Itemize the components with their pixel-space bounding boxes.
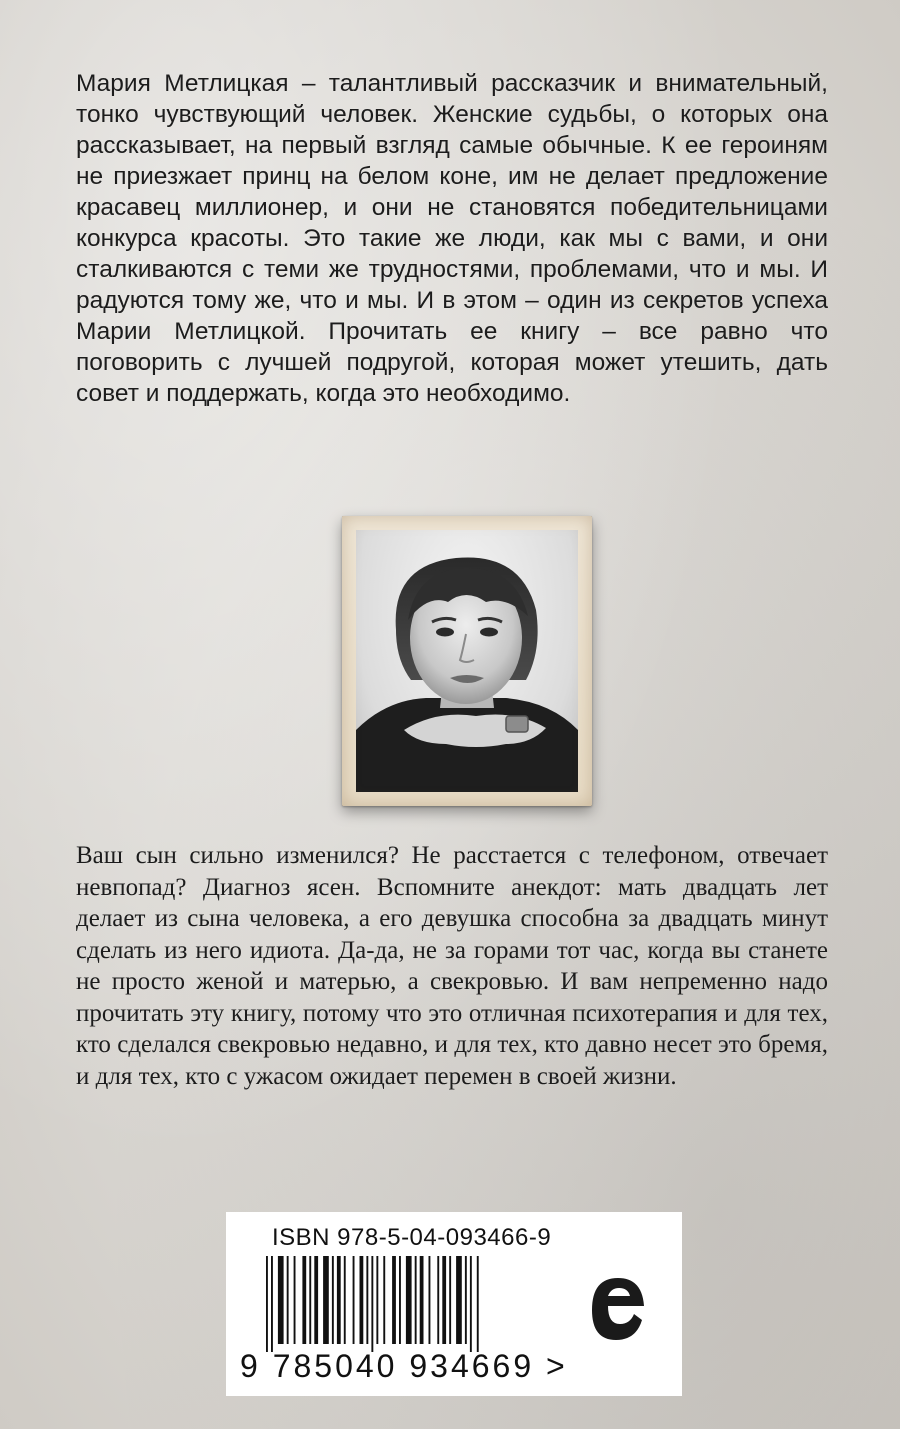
barcode-bar xyxy=(294,1256,296,1344)
barcode-bar xyxy=(437,1256,439,1344)
publisher-logo-icon xyxy=(584,1268,652,1348)
barcode-bar xyxy=(477,1256,479,1352)
barcode-bar xyxy=(456,1256,462,1344)
barcode-digits: 9 785040 934669 > xyxy=(240,1348,568,1384)
isbn-label: ISBN 978-5-04-093466-9 xyxy=(272,1224,552,1251)
barcode-bar xyxy=(429,1256,431,1344)
portrait-photo-icon xyxy=(356,530,578,792)
barcode-bar xyxy=(383,1256,385,1344)
barcode-bar xyxy=(323,1256,329,1344)
barcode-bar xyxy=(420,1256,424,1344)
isbn-barcode-panel xyxy=(226,1212,682,1396)
barcode-bar xyxy=(406,1256,412,1344)
barcode-bar xyxy=(344,1256,346,1344)
barcode-bar xyxy=(287,1256,289,1344)
barcode-bar xyxy=(266,1256,268,1352)
author-photo-frame xyxy=(342,516,592,806)
barcode-bar xyxy=(360,1256,364,1344)
barcode-bar xyxy=(371,1256,373,1352)
barcode-bar xyxy=(353,1256,355,1344)
barcode-bar xyxy=(302,1256,306,1344)
barcode-bar xyxy=(442,1256,446,1344)
barcode-bar xyxy=(314,1256,318,1344)
barcode-bar xyxy=(309,1256,311,1344)
barcode-bar xyxy=(449,1256,451,1344)
barcode-bar xyxy=(470,1256,472,1352)
barcode-bar xyxy=(332,1256,334,1344)
barcode-icon xyxy=(266,1256,546,1352)
barcode-bar xyxy=(465,1256,467,1344)
barcode-bar xyxy=(376,1256,378,1344)
book-blurb: Ваш сын сильно изменился? Не расстается с телефоном, отвечает невпопад? Диагноз ясен. Вспомните анекдот: мать двадцать лет делает из сына человека, а его девушка способна за двадцать минут сделать из него идиота. Да-да, не за горами тот час, когда вы станете не просто женой и матерью, а свекровью. И вам непременно надо прочитать эту книгу, потому что это отличная психотерапия и для тех, кто сделался свекровью недавно, и для тех, кто давно несет это бремя, и для тех, кто с ужасом ожидает перемен в своей жизни. xyxy=(76,842,828,1090)
barcode-bar xyxy=(337,1256,341,1344)
barcode-bar xyxy=(399,1256,401,1344)
barcode-bar xyxy=(278,1256,284,1344)
barcode-bar xyxy=(415,1256,417,1344)
author-annotation: Мария Метлицкая – талантливый рассказчик и внимательный, тонко чувствующий человек. Женские судьбы, о которых она рассказывает, на первый взгляд самые обычные. К ее героиням не приезжает принц на белом коне, им не делает предложение красавец миллионер, и они не становятся победительницами конкурса красоты. Это такие же люди, как мы с вами, и они сталкиваются с теми же трудностями, проблемами, что и мы. И радуются тому же, что и мы. И в этом – один из секретов успеха Марии Метлицкой. Прочитать ее книгу – все равно что поговорить с лучшей подругой, которая может утешить, дать совет и поддержать, когда это необходимо. xyxy=(76,70,828,407)
barcode-bar xyxy=(366,1256,368,1344)
barcode-bar xyxy=(271,1256,273,1352)
barcode-bar xyxy=(392,1256,396,1344)
